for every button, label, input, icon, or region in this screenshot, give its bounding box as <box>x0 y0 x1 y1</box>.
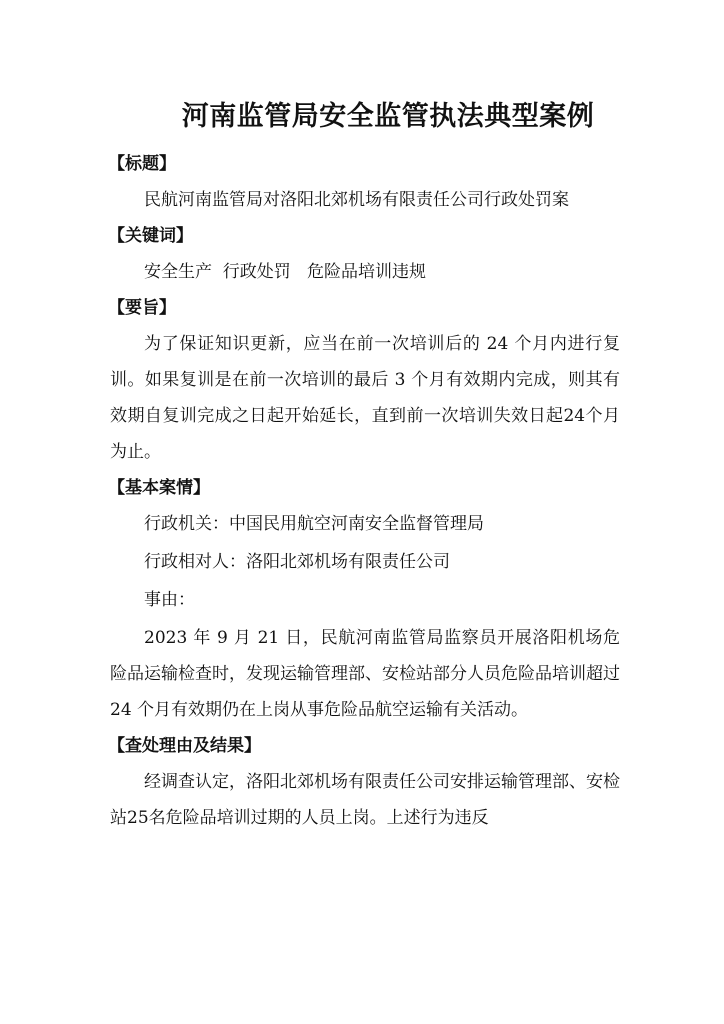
section-heading-keywords: 【关键词】 <box>108 226 193 246</box>
result-text: 经调查认定，洛阳北郊机场有限责任公司安排运输管理部、安检站25名危险品培训过期的人员上岗。上述行为违反 <box>110 772 620 828</box>
document-body <box>110 148 620 838</box>
party-line: 行政相对人：洛阳北郊机场有限责任公司 <box>144 552 450 572</box>
section-heading-facts: 【基本案情】 <box>108 478 210 498</box>
case-title-text: 民航河南监管局对洛阳北郊机场有限责任公司行政处罚案 <box>144 190 569 210</box>
keywords-text: 安全生产 行政处罚 危险品培训违规 <box>144 262 427 282</box>
facts-text: 2023 年 9 月 21 日，民航河南监管局监察员开展洛阳机场危险品运输检查时，发现运输管理部、安检站部分人员危险品培训超过 24 个月有效期仍在上岗从事危险品航空运输有关活动。 <box>110 628 620 720</box>
section-heading-result: 【查处理由及结果】 <box>108 736 261 756</box>
gist-text: 为了保证知识更新，应当在前一次培训后的 24 个月内进行复训。如果复训是在前一次培训的最后 3 个月有效期内完成，则其有效期自复训完成之日起开始延长，直到前一次培训失效日起24个月为止。 <box>110 334 620 462</box>
section-heading-title: 【标题】 <box>108 154 176 174</box>
document-title: 河南监管局安全监管执法典型案例 <box>181 101 595 132</box>
cause-label: 事由： <box>144 590 195 610</box>
section-heading-gist: 【要旨】 <box>108 298 176 318</box>
agency-line: 行政机关：中国民用航空河南安全监督管理局 <box>144 514 484 534</box>
